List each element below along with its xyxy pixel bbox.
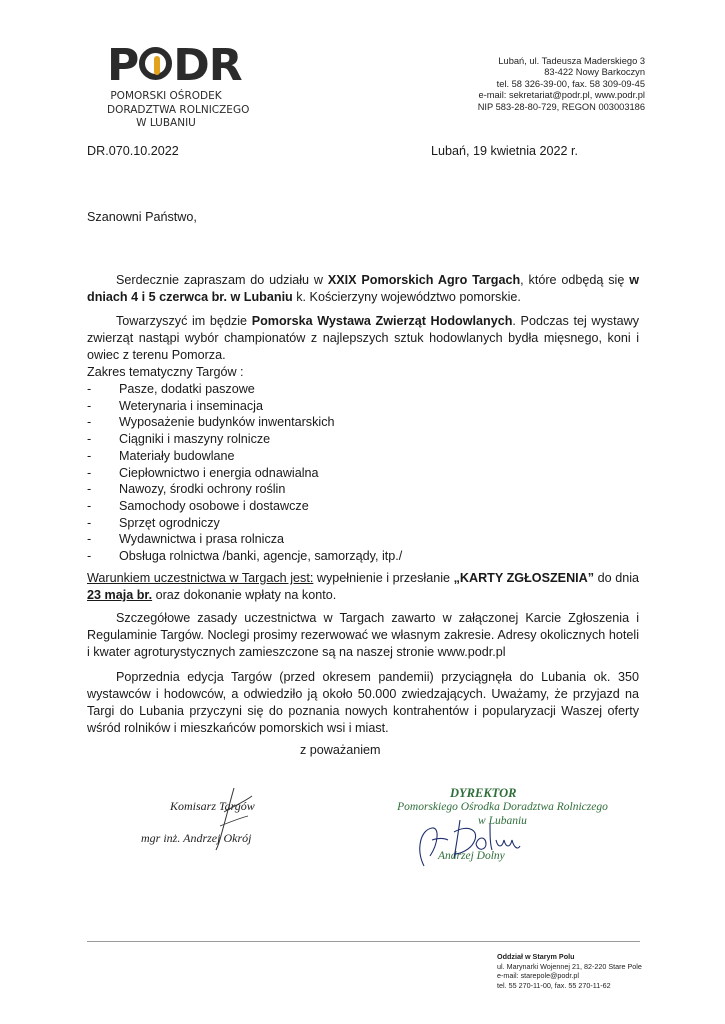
director-signature <box>410 810 530 872</box>
branch-address <box>497 952 642 990</box>
paragraph-invitation: Serdecznie zapraszam do udziału w XXIX Pomorskich Agro Targach, które odbędą się w dniach 4 i 5 czerwca br. w Lubaniu k. Kościerzyny województwo pomorskie. <box>87 273 639 304</box>
podr-logo: P DR <box>107 40 242 91</box>
director-title: DYREKTOR <box>450 786 517 800</box>
list-item: - Obsługa rolnictwa /banki, agencje, samorządy, itp./ <box>87 549 403 564</box>
address-line: 83-422 Nowy Barkoczyn <box>544 67 645 78</box>
closing: z poważaniem <box>300 743 381 757</box>
address-line: Lubań, ul. Tadeusza Maderskiego 3 <box>498 56 645 66</box>
director-name: Andrzej Dolny <box>438 850 505 862</box>
list-item: - Wyposażenie budynków inwentarskich <box>87 415 335 430</box>
branch-line: e-mail: starepole@podr.pl <box>497 971 580 981</box>
topics-list <box>87 381 402 565</box>
branch-line: ul. Marynarki Wojennej 21, 82-220 Stare Pole <box>497 961 642 971</box>
letter-date: Lubań, 19 kwietnia 2022 r. <box>431 144 579 158</box>
logo-line: DORADZTWA ROLNICZEGO <box>107 103 250 116</box>
list-title: Zakres tematyczny Targów : <box>87 365 244 379</box>
paragraph-exhibition: Towarzyszyć im będzie Pomorska Wystawa Zwierząt Hodowlanych. Podczas tej wystawy zwierząt nastąpi wybór championatów z najlepszych sztuk hodowlanych bydła mięsnego, koni i owiec z terenu Pomorza. <box>87 314 639 362</box>
commissioner-name: mgr inż. Andrzej Okrój <box>141 831 252 845</box>
logo-line: W LUBANIU <box>136 117 196 129</box>
commissioner-title: Komisarz Targów <box>170 799 255 813</box>
logo-subtitle <box>107 90 250 131</box>
paragraph-conditions: Warunkiem uczestnictwa w Targach jest: wypełnienie i przesłanie „KARTY ZGŁOSZENIA” do dnia 23 maja br. oraz dokonanie wpłaty na konto. <box>87 571 640 602</box>
list-item: - Materiały budowlane <box>87 448 235 463</box>
paragraph-details: Szczegółowe zasady uczestnictwa w Targach zawarto w załączonej Karcie Zgłoszenia i Regulaminie Targów. Noclegi prosimy rezerwować we własnym zakresie. Adresy okolicznych hoteli i kwater agroturystycznych zamieszczone są na naszej stronie www.podr.pl <box>87 611 639 659</box>
list-item: - Ciągniki i maszyny rolnicze <box>87 432 271 447</box>
address-line: NIP 583-28-80-729, REGON 003003186 <box>477 101 645 112</box>
list-item: - Weterynaria i inseminacja <box>87 398 263 413</box>
list-item: - Ciepłownictwo i energia odnawialna <box>87 465 319 480</box>
list-item: - Sprzęt ogrodniczy <box>87 515 220 530</box>
paragraph-previous-edition: Poprzednia edycja Targów (przed okresem pandemii) przyciągnęła do Lubania ok. 350 wystawców i hodowców, a odwiedziło ją około 50.000 zwiedzających. Uważamy, że przyjazd na Targi do Lubania przyczyni się do poznania nowych kontrahentów i popularyzacji Waszej oferty wśród rolników i mieszkańców pomorskich wsi i miast. <box>87 670 639 735</box>
list-item: - Nawozy, środki ochrony roślin <box>87 482 286 497</box>
sender-address <box>478 56 645 113</box>
reference-number: DR.070.10.2022 <box>87 144 179 158</box>
footer-divider <box>87 941 640 942</box>
list-item: - Wydawnictwa i prasa rolnicza <box>87 532 285 547</box>
list-item: - Samochody osobowe i dostawcze <box>87 498 309 513</box>
director-organization: Pomorskiego Ośrodka Doradztwa Rolniczego w Lubaniu <box>397 801 608 827</box>
address-line: tel. 58 326-39-00, fax. 58 309-09-45 <box>496 78 645 89</box>
address-line: e-mail: sekretariat@podr.pl, www.podr.pl <box>478 90 645 101</box>
list-item: - Pasze, dodatki paszowe <box>87 382 255 396</box>
logo-line: POMORSKI OŚRODEK <box>110 90 222 102</box>
branch-title: Oddział w Starym Polu <box>497 952 575 961</box>
branch-line: tel. 55 270-11-00, fax. 55 270-11-62 <box>497 980 611 990</box>
salutation: Szanowni Państwo, <box>87 210 197 224</box>
commissioner-signature <box>190 782 270 854</box>
